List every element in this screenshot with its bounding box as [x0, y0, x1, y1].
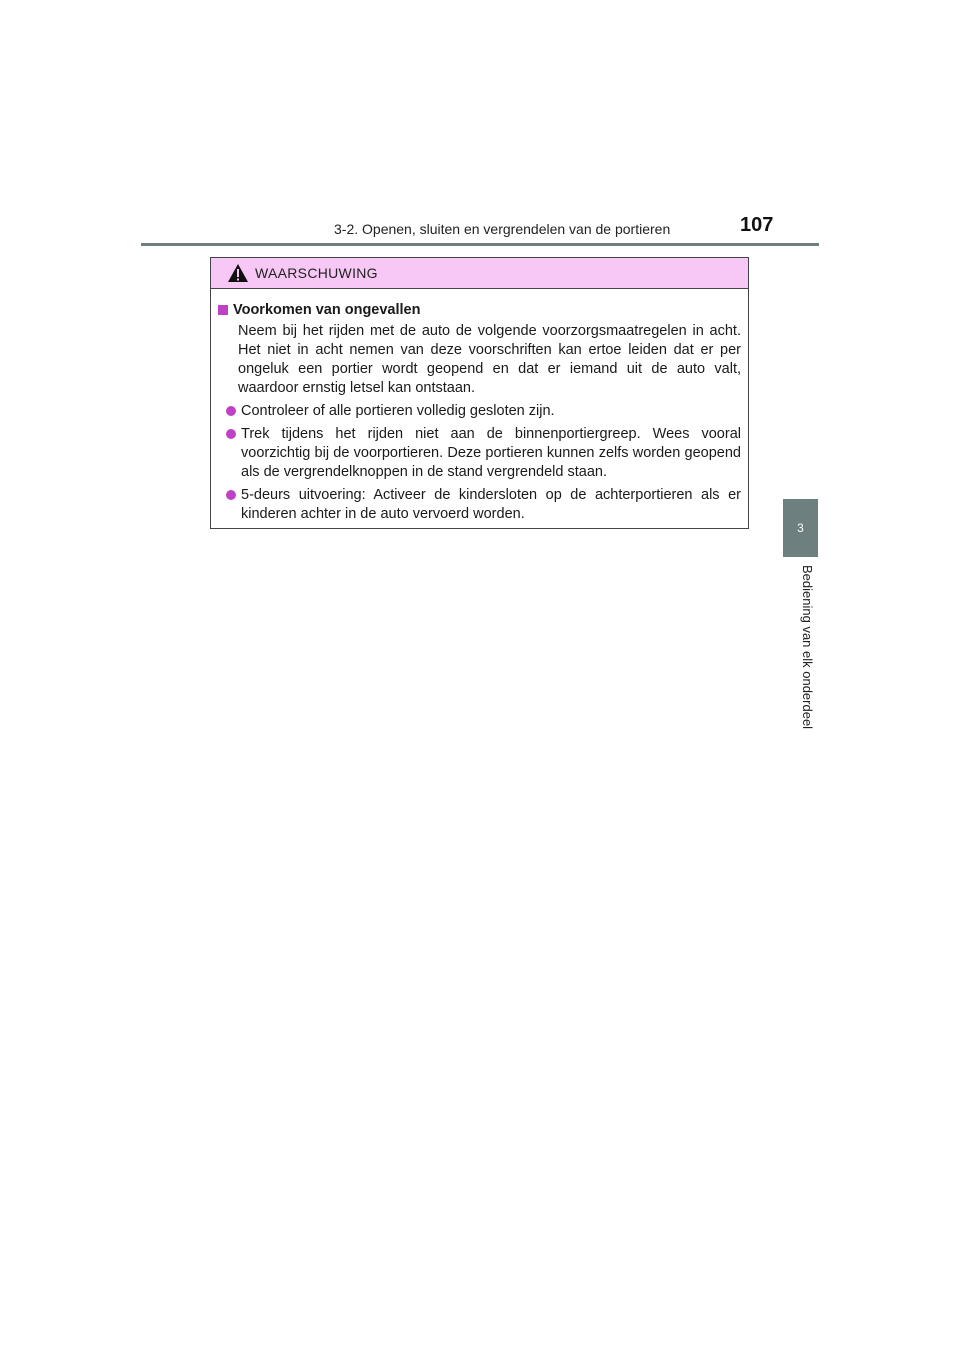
- section-heading: [218, 301, 741, 320]
- page-number: 107: [740, 214, 774, 236]
- page-header-title: 3-2. Openen, sluiten en vergrendelen van de portieren: [334, 221, 671, 237]
- list-item: [218, 402, 741, 421]
- warning-triangle-icon: [227, 263, 249, 283]
- warning-body: [211, 289, 748, 524]
- warning-header: [211, 258, 748, 289]
- warning-box: [210, 257, 749, 529]
- circle-bullet-icon: [226, 406, 236, 416]
- warning-intro: Neem bij het rijden met de auto de volgende voorzorgsmaatregelen in acht. Het niet in acht nemen van deze voorschriften kan ertoe leiden dat er per ongeluk een portier wordt geopend en dat er iemand uit de auto valt, waardoor ernstig letsel kan ontstaan.: [238, 323, 741, 396]
- square-bullet-icon: [218, 305, 228, 315]
- list-item-text: Controleer of alle portieren volledig gesloten zijn.: [241, 403, 555, 419]
- list-item: [218, 425, 741, 482]
- circle-bullet-icon: [226, 429, 236, 439]
- list-item-text: 5-deurs uitvoering: Activeer de kindersloten op de achterportieren als er kinderen achter in de auto vervoerd worden.: [241, 487, 741, 522]
- chapter-label: Bediening van elk onderdeel: [800, 565, 815, 730]
- list-item: [218, 486, 741, 524]
- chapter-number: 3: [797, 521, 804, 535]
- section-heading-text: Voorkomen van ongevallen: [233, 302, 421, 318]
- header-divider: [141, 243, 819, 246]
- warning-title: WAARSCHUWING: [255, 265, 378, 281]
- list-item-text: Trek tijdens het rijden niet aan de binnenportiergreep. Wees vooral voorzichtig bij de voorportieren. Deze portieren kunnen zelfs worden geopend als de vergrendelknoppen in de stand vergrendeld staan.: [241, 426, 741, 480]
- circle-bullet-icon: [226, 490, 236, 500]
- chapter-tab: [783, 499, 818, 557]
